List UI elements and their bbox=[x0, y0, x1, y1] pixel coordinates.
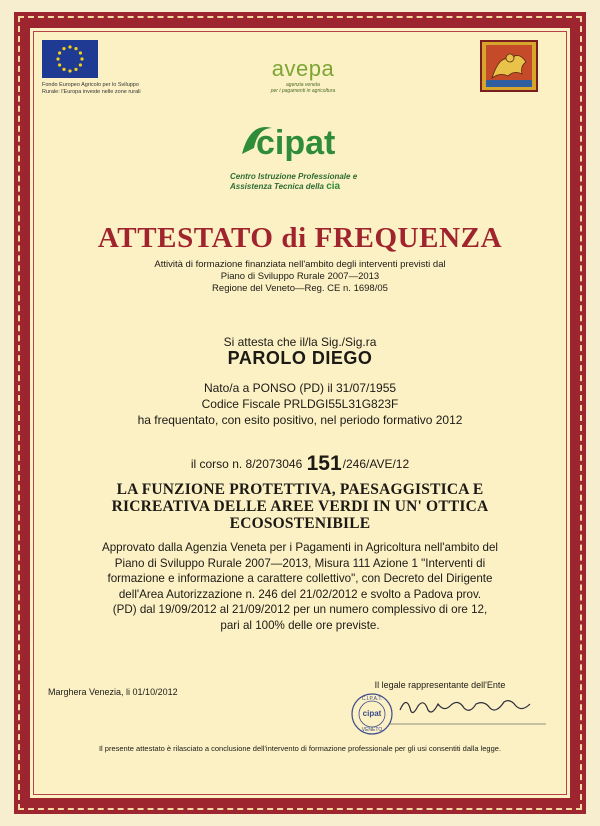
funding-intro bbox=[40, 259, 560, 295]
signature-and-stamp bbox=[340, 690, 550, 736]
eu-caption-line-2: Rurale: l'Europa investe nelle zone rurali bbox=[42, 89, 141, 95]
approval-text bbox=[40, 540, 560, 633]
avepa-subtitle-line-1: agenzia veneta bbox=[286, 82, 320, 88]
stamp-ring-bottom: VENETO bbox=[361, 727, 383, 733]
approval-line-4: dell'Area Autorizzazione n. 246 del 21/02/2012 e svolto a Padova prov. bbox=[118, 587, 482, 601]
intro-line-3: Regione del Veneto—Reg. CE n. 1698/05 bbox=[212, 283, 388, 294]
avepa-subtitle-line-2: per i pagamenti in agricoltura bbox=[270, 88, 336, 94]
intro-line-1: Attività di formazione finanziata nell'ambito degli interventi previsti dal bbox=[154, 259, 446, 270]
legal-representative-label: Il legale rappresentante dell'Ente bbox=[374, 680, 506, 690]
fiscal-code: Codice Fiscale PRLDGI55L31G823F bbox=[201, 397, 399, 411]
certificate-title: ATTESTATO di FREQUENZA bbox=[97, 222, 503, 254]
avepa-wordmark: avepa bbox=[271, 56, 335, 81]
course-title-line-3: ECOSOSTENIBILE bbox=[229, 515, 371, 532]
approval-line-3: formazione e informazione a carattere collettivo", con Decreto del Dirigente bbox=[107, 572, 493, 585]
birth-info: Nato/a a PONSO (PD) il 31/07/1955 bbox=[203, 381, 397, 395]
eu-flag-logo bbox=[42, 40, 98, 78]
stamp-center: cipat bbox=[362, 709, 382, 718]
legal-footer: Il presente attestato è rilasciato a conclusione dell'intervento di formazione professionale per gli usi consentiti dalla legge. bbox=[98, 744, 502, 753]
cipat-caption-line-1: Centro Istruzione Professionale e bbox=[230, 172, 358, 181]
approval-line-5: (PD) dal 19/09/2012 al 21/09/2012 per un numero complessivo di ore 12, bbox=[112, 603, 488, 616]
cipat-caption bbox=[230, 172, 390, 192]
veneto-lion-crest-icon bbox=[480, 40, 538, 92]
course-title-line-2: RICREATIVA DELLE AREE VERDI IN UN' OTTICA bbox=[111, 498, 489, 515]
approval-line-1: Approvato dalla Agenzia Veneta per i Pagamenti in Agricoltura nell'ambito del bbox=[101, 541, 498, 554]
cipat-logo bbox=[236, 118, 356, 162]
course-number bbox=[40, 452, 560, 476]
approval-line-6: pari al 100% delle ore previste. bbox=[220, 618, 380, 632]
course-number-highlight: 151 bbox=[306, 452, 342, 475]
cipat-wordmark: cipat bbox=[256, 124, 336, 162]
place-and-date: Marghera Venezia, li 01/10/2012 bbox=[48, 687, 178, 697]
course-title-line-1: LA FUNZIONE PROTETTIVA, PAESAGGISTICA E bbox=[116, 481, 484, 498]
attestation-phrase: Si attesta che il/la Sig./Sig.ra bbox=[223, 335, 377, 349]
handwritten-signature bbox=[400, 701, 530, 713]
course-number-prefix: il corso n. 8/2073046 bbox=[190, 457, 303, 471]
cia-mark: cia bbox=[326, 181, 341, 192]
course-number-suffix: /246/AVE/12 bbox=[342, 457, 410, 471]
stamp-ring-top: C.I.P.A.T. bbox=[361, 696, 383, 702]
avepa-logo bbox=[248, 56, 358, 94]
intro-line-2: Piano di Sviluppo Rurale 2007—2013 bbox=[220, 271, 380, 282]
approval-line-2: Piano di Sviluppo Rurale 2007—2013, Misura 111 Azione 1 "Interventi di bbox=[114, 556, 486, 570]
recipient-name: PAROLO DIEGO bbox=[227, 348, 373, 368]
cipat-stamp bbox=[352, 694, 392, 734]
cipat-caption-line-2: Assistenza Tecnica della bbox=[230, 182, 324, 191]
eu-fund-caption bbox=[42, 82, 202, 96]
recipient-details bbox=[40, 380, 560, 428]
attendance-statement: ha frequentato, con esito positivo, nel periodo formativo 2012 bbox=[137, 413, 463, 427]
course-title bbox=[60, 481, 540, 532]
eu-caption-line-1: Fondo Europeo Agricolo per lo Sviluppo bbox=[42, 82, 139, 88]
